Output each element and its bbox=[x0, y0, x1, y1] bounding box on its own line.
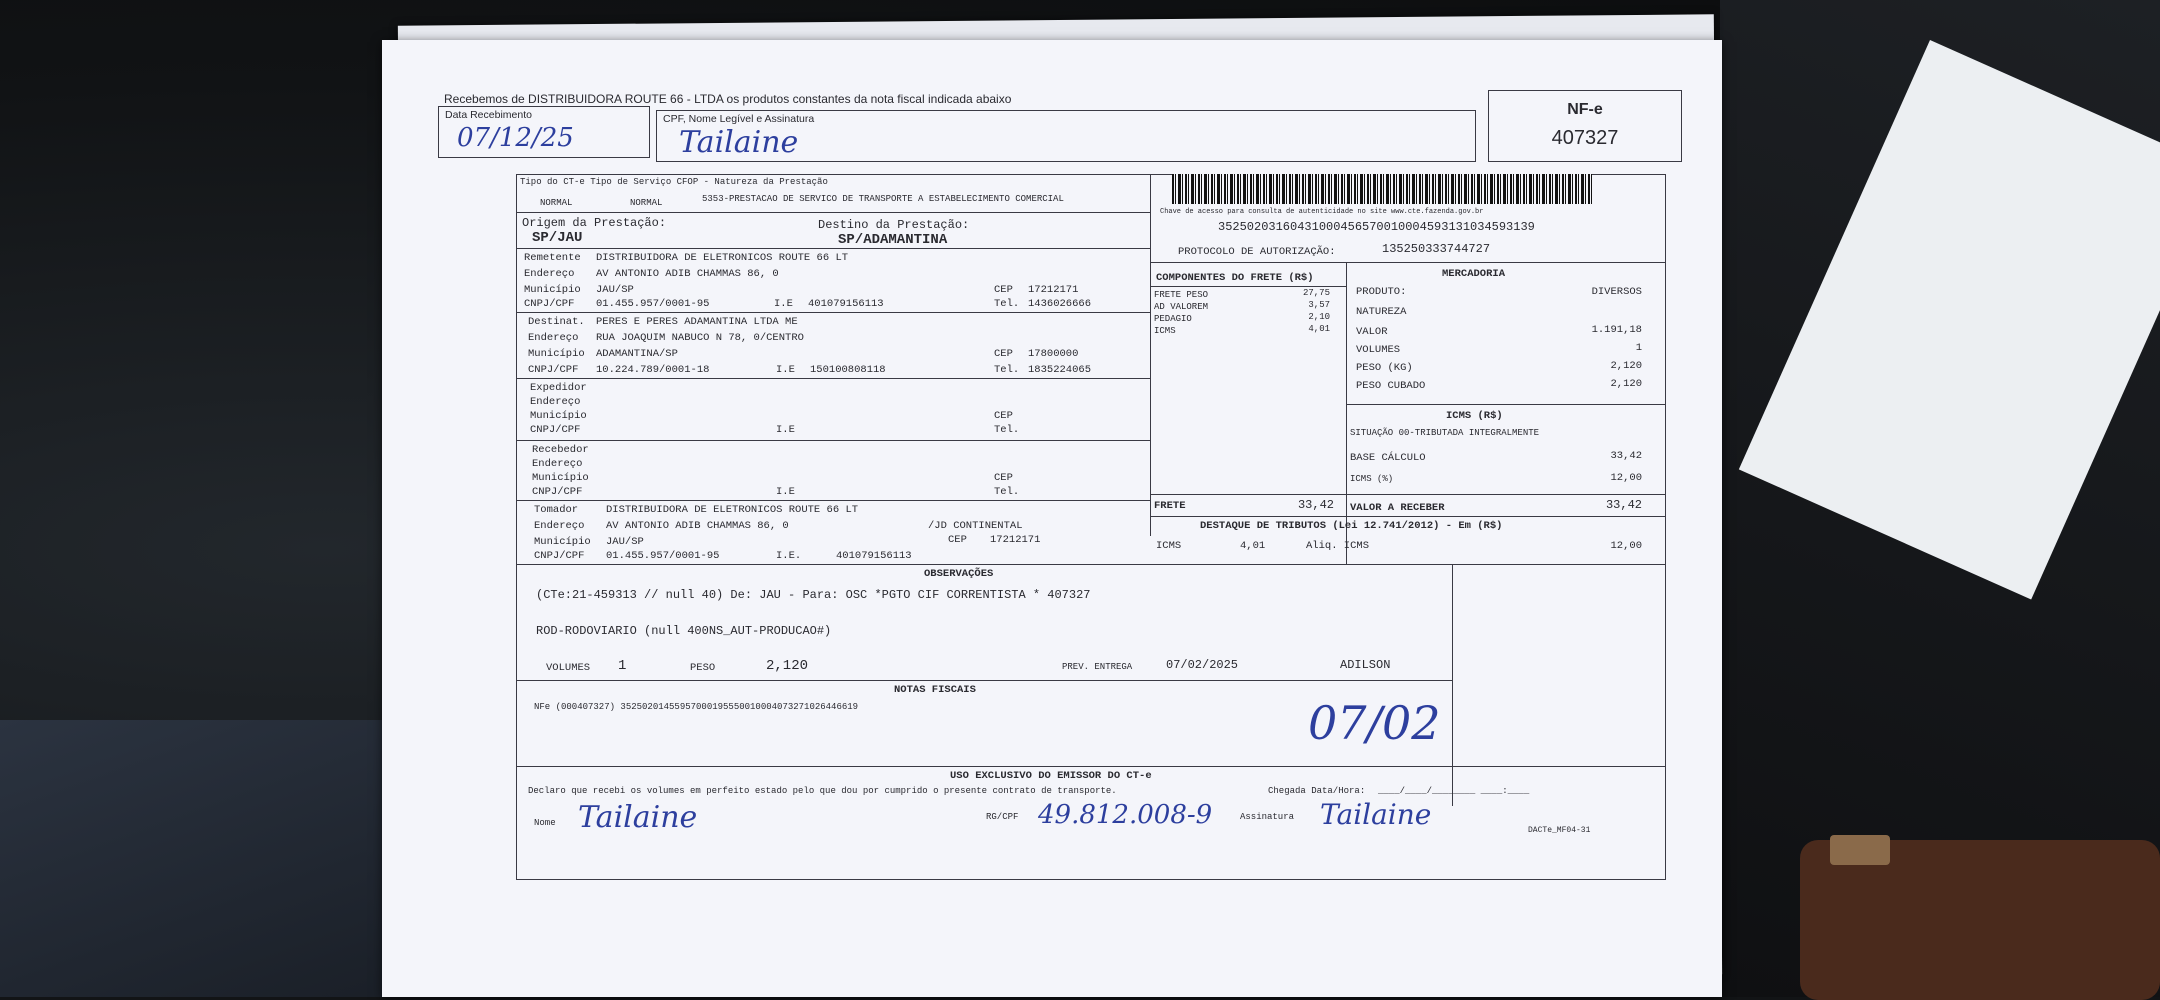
footer-rg-label: RG/CPF bbox=[986, 812, 1019, 822]
sender-tel-label: Tel. bbox=[994, 298, 1020, 310]
divider bbox=[1452, 564, 1453, 806]
merch-volumes-label: VOLUMES bbox=[1356, 344, 1401, 356]
freight-item-label: ICMS bbox=[1154, 326, 1176, 336]
receivable-value: 33,42 bbox=[1605, 498, 1642, 512]
sender-tel: 1436026666 bbox=[1028, 298, 1092, 310]
nfe-number: 407327 bbox=[1551, 127, 1619, 149]
recipient-cnpj: 10.224.789/0001-18 bbox=[596, 364, 710, 376]
freight-item-value: 2,10 bbox=[1308, 312, 1330, 322]
taker-name: DISTRIBUIDORA DE ELETRONICOS ROUTE 66 LT bbox=[606, 504, 859, 516]
recipient-cep: 17800000 bbox=[1028, 348, 1079, 360]
freight-item-value: 3,57 bbox=[1308, 300, 1330, 310]
cte-cfop-nature: 5353-PRESTACAO DE SERVICO DE TRANSPORTE A ESTABELECIMENTO COMERCIAL bbox=[702, 194, 1064, 204]
invoices-title: NOTAS FISCAIS bbox=[894, 684, 976, 696]
protocol-label: PROTOCOLO DE AUTORIZAÇÃO: bbox=[1178, 246, 1336, 258]
divider bbox=[516, 248, 1150, 249]
shipper-cnpj-label: CNPJ/CPF bbox=[530, 424, 581, 436]
sender-cnpj: 01.455.957/0001-95 bbox=[596, 298, 710, 310]
footer-name-label: Nome bbox=[534, 818, 556, 828]
recipient-label: Destinat. bbox=[528, 316, 585, 328]
taker-district: /JD CONTINENTAL bbox=[928, 520, 1023, 532]
freight-item-label: FRETE PESO bbox=[1154, 290, 1209, 300]
sender-label: Remetente bbox=[524, 252, 581, 264]
footer-sig-label: Assinatura bbox=[1240, 812, 1295, 822]
merch-cubed: 2,120 bbox=[1610, 378, 1642, 390]
sender-city-label: Município bbox=[524, 284, 581, 296]
taker-label: Tomador bbox=[534, 504, 579, 516]
invoices-line: NFe (000407327) 35250201455957000195550010004073271026446619 bbox=[534, 702, 859, 712]
receipt-date-box bbox=[438, 106, 650, 158]
shipper-cep-label: CEP bbox=[994, 410, 1013, 422]
footer-name-value: Tailaine bbox=[578, 800, 698, 835]
merch-cubed-label: PESO CUBADO bbox=[1356, 380, 1426, 392]
merch-product: DIVERSOS bbox=[1591, 286, 1642, 298]
arrival-label: Chegada Data/Hora: bbox=[1268, 786, 1366, 796]
origin-value: SP/JAU bbox=[532, 230, 583, 246]
recipient-cnpj-label: CNPJ/CPF bbox=[528, 364, 579, 376]
freight-item-value: 4,01 bbox=[1308, 324, 1330, 334]
sender-cep: 17212171 bbox=[1028, 284, 1079, 296]
freight-title: COMPONENTES DO FRETE (R$) bbox=[1156, 272, 1314, 284]
taker-address-label: Endereço bbox=[534, 520, 585, 532]
icms-title: ICMS (R$) bbox=[1446, 410, 1503, 422]
taxes-rate-label: Aliq. ICMS bbox=[1306, 540, 1370, 552]
freight-total: 33,42 bbox=[1297, 498, 1334, 512]
access-key: 35250203160431000456570010004593131034593139 bbox=[1218, 220, 1535, 234]
access-barcode bbox=[1172, 174, 1592, 204]
freight-item-label: PEDAGIO bbox=[1154, 314, 1192, 324]
taker-cep-label: CEP bbox=[948, 534, 967, 546]
merch-product-label: PRODUTO: bbox=[1356, 286, 1407, 298]
footer-sig-value: Tailaine bbox=[1320, 798, 1432, 831]
divider bbox=[516, 440, 1150, 441]
footer-rg-value: 49.812.008-9 bbox=[1038, 800, 1213, 830]
obs-title: OBSERVAÇÕES bbox=[924, 568, 994, 580]
receiver-tel-label: Tel. bbox=[994, 486, 1020, 498]
wallet-clip bbox=[1830, 835, 1890, 865]
sender-name: DISTRIBUIDORA DE ELETRONICOS ROUTE 66 LT bbox=[596, 252, 849, 264]
taxes-icms-value: 4,01 bbox=[1240, 540, 1266, 552]
merch-value: 1.191,18 bbox=[1591, 324, 1642, 336]
receiver-label: Recebedor bbox=[532, 444, 589, 456]
sender-ie: 401079156113 bbox=[808, 298, 884, 310]
shipper-city-label: Município bbox=[530, 410, 587, 422]
receipt-signature-value: Tailaine bbox=[679, 125, 799, 160]
taker-city-label: Município bbox=[534, 536, 591, 548]
obs-delivery-label: PREV. ENTREGA bbox=[1062, 662, 1133, 672]
merch-value-label: VALOR bbox=[1356, 326, 1388, 338]
obs-delivery: 07/02/2025 bbox=[1166, 658, 1239, 672]
invoices-handwritten: 07/02 bbox=[1308, 696, 1441, 750]
cte-service: NORMAL bbox=[630, 198, 663, 208]
taker-cep: 17212171 bbox=[990, 534, 1041, 546]
destination-label: Destino da Prestação: bbox=[818, 218, 970, 232]
receipt-date-value: 07/12/25 bbox=[457, 123, 574, 153]
divider bbox=[1150, 262, 1666, 263]
recipient-ie: 150100808118 bbox=[810, 364, 886, 376]
divider bbox=[1346, 404, 1666, 405]
icms-situation: SITUAÇÃO 00-TRIBUTADA INTEGRALMENTE bbox=[1350, 428, 1540, 438]
taker-city: JAU/SP bbox=[606, 536, 644, 548]
icms-rate-label: ICMS (%) bbox=[1350, 474, 1394, 484]
divider bbox=[1346, 262, 1347, 564]
taker-cnpj: 01.455.957/0001-95 bbox=[606, 550, 720, 562]
icms-base: 33,42 bbox=[1610, 450, 1642, 462]
taxes-icms-label: ICMS bbox=[1156, 540, 1182, 552]
recipient-address: RUA JOAQUIM NABUCO N 78, 0/CENTRO bbox=[596, 332, 804, 344]
divider bbox=[1150, 494, 1666, 495]
receiver-cnpj-label: CNPJ/CPF bbox=[532, 486, 583, 498]
cte-type-header: Tipo do CT-e Tipo de Serviço CFOP - Natureza da Prestação bbox=[520, 177, 828, 187]
document-page bbox=[382, 40, 1722, 997]
recipient-address-label: Endereço bbox=[528, 332, 579, 344]
taxes-title: DESTAQUE DE TRIBUTOS (Lei 12.741/2012) - Em (R$) bbox=[1200, 520, 1503, 532]
sender-address-label: Endereço bbox=[524, 268, 575, 280]
receipt-signature-box bbox=[656, 110, 1476, 162]
divider bbox=[516, 766, 1666, 767]
obs-line1: (CTe:21-459313 // null 40) De: JAU - Para: OSC *PGTO CIF CORRENTISTA * 407327 bbox=[536, 588, 1091, 602]
cte-type: NORMAL bbox=[540, 198, 573, 208]
receiver-cep-label: CEP bbox=[994, 472, 1013, 484]
divider bbox=[516, 500, 1150, 501]
icms-rate: 12,00 bbox=[1610, 472, 1642, 484]
merch-weight: 2,120 bbox=[1610, 360, 1642, 372]
obs-driver: ADILSON bbox=[1340, 658, 1391, 672]
taker-ie-label: I.E. bbox=[776, 550, 802, 562]
receiver-city-label: Município bbox=[532, 472, 589, 484]
receipt-statement: Recebemos de DISTRIBUIDORA ROUTE 66 - LTDA os produtos constantes da nota fiscal indicada abaixo bbox=[444, 92, 1012, 106]
divider bbox=[516, 680, 1452, 681]
shipper-tel-label: Tel. bbox=[994, 424, 1020, 436]
footer-title: USO EXCLUSIVO DO EMISSOR DO CT-e bbox=[950, 770, 1152, 782]
obs-line2: ROD-RODOVIARIO (null 400NS_AUT-PRODUCAO#) bbox=[536, 624, 832, 638]
shipper-label: Expedidor bbox=[530, 382, 587, 394]
freight-item-label: AD VALOREM bbox=[1154, 302, 1209, 312]
divider bbox=[516, 212, 1150, 213]
nfe-box bbox=[1488, 90, 1682, 162]
divider bbox=[516, 378, 1150, 379]
merch-title: MERCADORIA bbox=[1442, 268, 1506, 280]
obs-weight: 2,120 bbox=[766, 658, 809, 674]
sender-cep-label: CEP bbox=[994, 284, 1013, 296]
receivable-label: VALOR A RECEBER bbox=[1350, 502, 1445, 514]
background-jeans bbox=[0, 720, 420, 997]
taxes-rate: 12,00 bbox=[1610, 540, 1642, 552]
access-note: Chave de acesso para consulta de autenticidade no site www.cte.fazenda.gov.br bbox=[1160, 208, 1484, 216]
recipient-tel: 1835224065 bbox=[1028, 364, 1092, 376]
taker-ie: 401079156113 bbox=[836, 550, 912, 562]
receiver-ie-label: I.E bbox=[776, 486, 795, 498]
protocol-value: 135250333744727 bbox=[1382, 242, 1491, 256]
receipt-date-label: Data Recebimento bbox=[445, 109, 532, 121]
origin-label: Origem da Prestação: bbox=[522, 216, 667, 230]
shipper-address-label: Endereço bbox=[530, 396, 581, 408]
sender-address: AV ANTONIO ADIB CHAMMAS 86, 0 bbox=[596, 268, 779, 280]
taker-cnpj-label: CNPJ/CPF bbox=[534, 550, 585, 562]
recipient-ie-label: I.E bbox=[776, 364, 795, 376]
recipient-name: PERES E PERES ADAMANTINA LTDA ME bbox=[596, 316, 798, 328]
recipient-city-label: Município bbox=[528, 348, 585, 360]
obs-volumes-label: VOLUMES bbox=[546, 662, 591, 674]
recipient-cep-label: CEP bbox=[994, 348, 1013, 360]
obs-weight-label: PESO bbox=[690, 662, 716, 674]
receiver-address-label: Endereço bbox=[532, 458, 583, 470]
divider bbox=[1150, 516, 1666, 517]
divider bbox=[1150, 286, 1346, 287]
sender-city: JAU/SP bbox=[596, 284, 634, 296]
taker-address: AV ANTONIO ADIB CHAMMAS 86, 0 bbox=[606, 520, 789, 532]
divider bbox=[1150, 174, 1151, 536]
freight-total-label: FRETE bbox=[1154, 500, 1186, 512]
merch-nature-label: NATUREZA bbox=[1356, 306, 1407, 318]
divider bbox=[516, 564, 1666, 565]
sender-cnpj-label: CNPJ/CPF bbox=[524, 298, 575, 310]
obs-volumes: 1 bbox=[618, 658, 627, 674]
icms-base-label: BASE CÁLCULO bbox=[1350, 452, 1426, 464]
recipient-city: ADAMANTINA/SP bbox=[596, 348, 678, 360]
divider bbox=[516, 312, 1150, 313]
sender-ie-label: I.E bbox=[774, 298, 793, 310]
arrival-blank: ____/____/________ ____:____ bbox=[1378, 786, 1530, 796]
merch-weight-label: PESO (KG) bbox=[1356, 362, 1413, 374]
recipient-tel-label: Tel. bbox=[994, 364, 1020, 376]
shipper-ie-label: I.E bbox=[776, 424, 795, 436]
footer-code: DACTe_MF04-31 bbox=[1528, 826, 1591, 835]
receipt-signature-label: CPF, Nome Legível e Assinatura bbox=[663, 113, 815, 125]
freight-item-value: 27,75 bbox=[1302, 288, 1330, 298]
merch-volumes: 1 bbox=[1635, 342, 1642, 354]
footer-declaration: Declaro que recebi os volumes em perfeito estado pelo que dou por cumprido o presente contrato de transporte. bbox=[528, 786, 1117, 796]
destination-value: SP/ADAMANTINA bbox=[838, 232, 948, 248]
nfe-label: NF-e bbox=[1567, 101, 1603, 118]
